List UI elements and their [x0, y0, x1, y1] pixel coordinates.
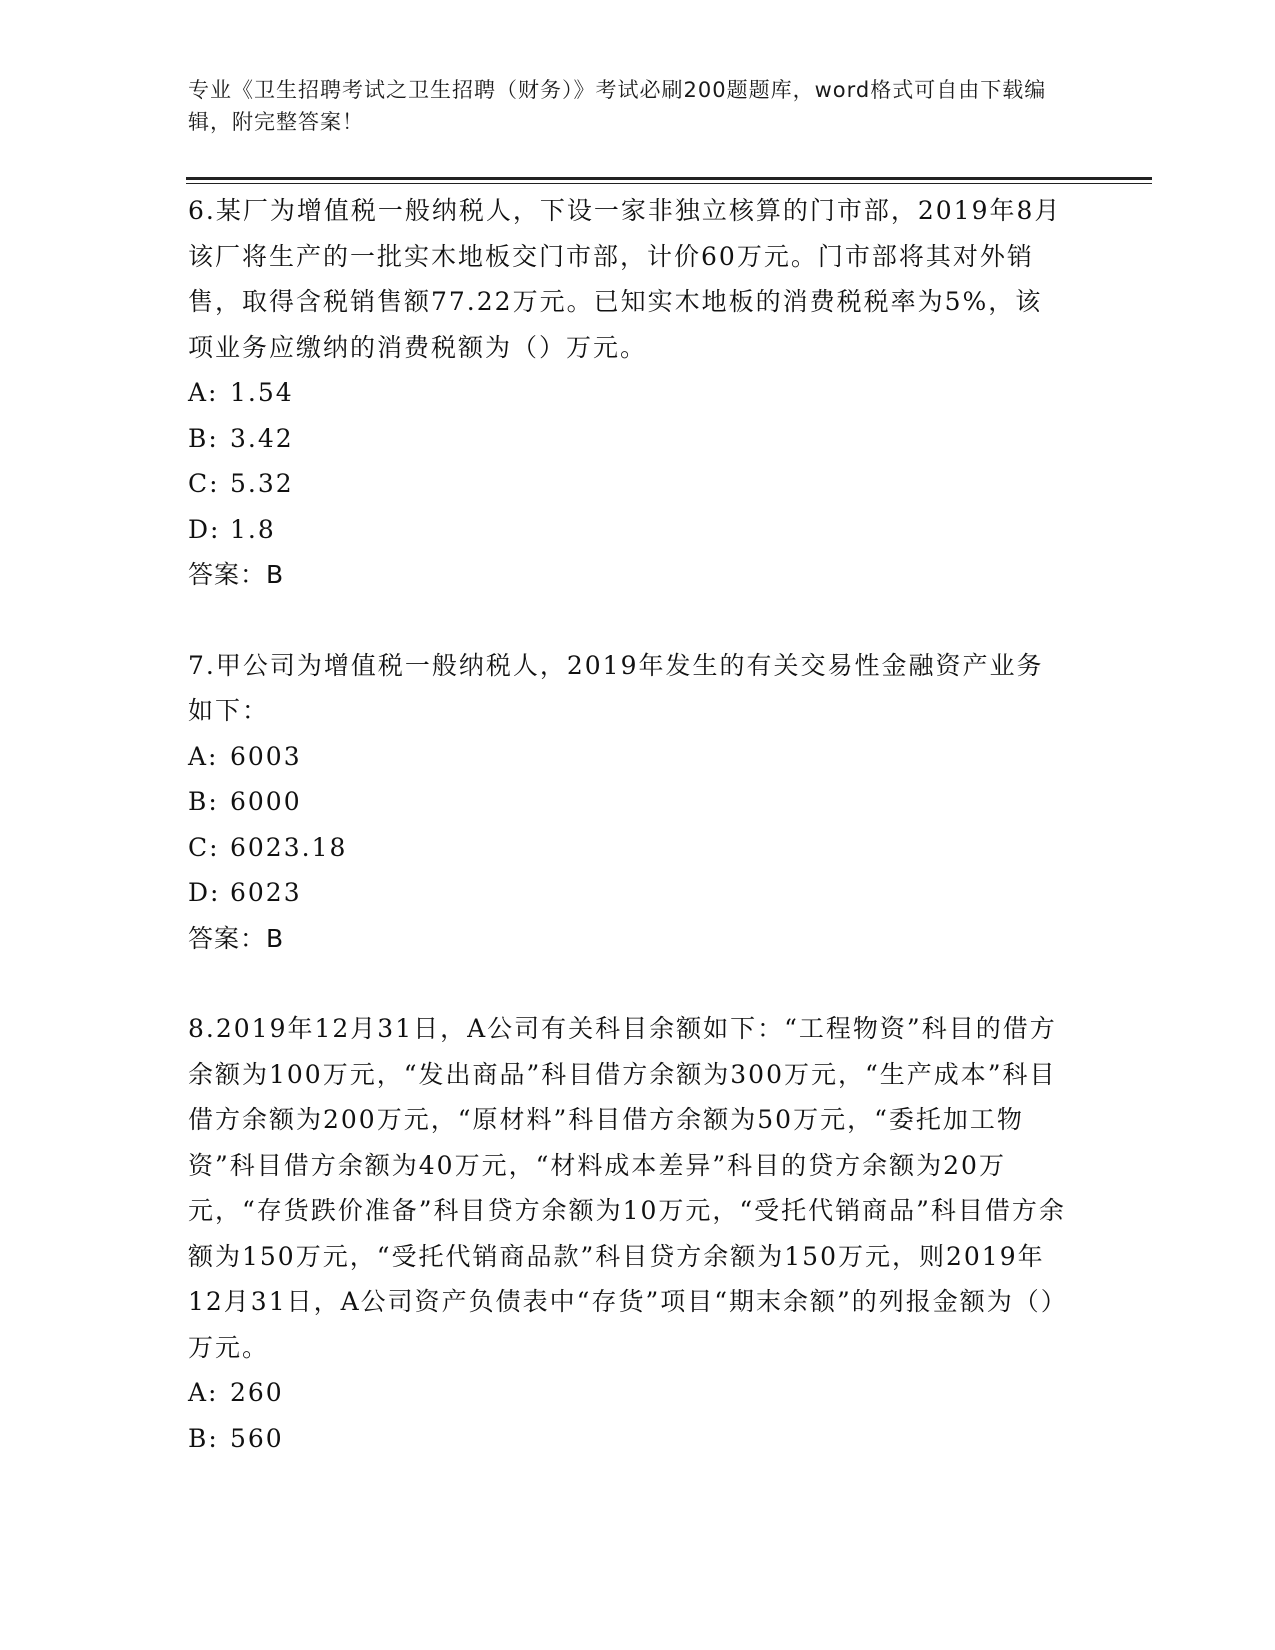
option-value: 6003 [230, 741, 302, 771]
option-c [188, 825, 1068, 871]
option-key: C: [188, 832, 220, 862]
question-6 [188, 188, 1068, 598]
option-d [188, 870, 1068, 916]
option-d [188, 507, 1068, 553]
option-value: 560 [230, 1423, 284, 1453]
option-b [188, 416, 1068, 462]
option-key: B: [188, 787, 219, 816]
option-value: 6023.18 [230, 832, 348, 862]
option-value: 5.32 [230, 469, 294, 498]
question-spacer [188, 598, 1068, 643]
header-divider-thin [186, 183, 1152, 184]
option-key: C: [188, 469, 220, 498]
question-list [188, 188, 1068, 1461]
document-header: 专业《卫生招聘考试之卫生招聘（财务）》考试必刷200题题库，word格式可自由下载编辑，附完整答案！ [188, 78, 1047, 134]
option-c [188, 461, 1068, 507]
question-text: 8.2019年12月31日，A公司有关科目余额如下：“工程物资”科目的借方余额为100万元，“发出商品”科目借方余额为300万元，“生产成本”科目借方余额为200万元，“原材料”科目借方余额为50万元，“委托加工物资”科目借方余额为40万元，“材料成本差异”科目的贷方余额为20万元，“存货跌价准备”科目贷方余额为10万元，“受托代销商品”科目借方余额为150万元，“受托代销商品款”科目贷方余额为150万元，则2019年12月31日，A公司资产负债表中“存货”项目“期末余额”的列报金额为（）万元。 [188, 1014, 1068, 1362]
option-key: A: [188, 741, 219, 771]
header-divider-thick [186, 177, 1152, 180]
option-key: A: [188, 378, 219, 407]
option-a [188, 734, 1068, 780]
option-key: A: [188, 1378, 219, 1407]
answer-text: 答案：B [188, 560, 285, 589]
option-key: D: [188, 878, 221, 907]
question-7 [188, 643, 1068, 962]
option-value: 3.42 [230, 423, 294, 453]
option-key: B: [188, 423, 219, 453]
question-8 [188, 1006, 1068, 1461]
option-value: 1.54 [230, 378, 294, 407]
option-key: D: [188, 514, 221, 544]
question-text: 7.甲公司为增值税一般纳税人，2019年发生的有关交易性金融资产业务如下： [188, 650, 1044, 725]
question-text: 6.某厂为增值税一般纳税人，下设一家非独立核算的门市部，2019年8月该厂将生产的一批实木地板交门市部，计价60万元。门市部将其对外销售，取得含税销售额77.22万元。已知实木地板的消费税税率为5%，该项业务应缴纳的消费税额为（）万元。 [188, 196, 1062, 362]
option-a [188, 1370, 1068, 1416]
option-a [188, 370, 1068, 416]
answer-text: 答案：B [188, 923, 285, 953]
option-b [188, 1416, 1068, 1462]
option-value: 6000 [230, 787, 302, 816]
option-key: B: [188, 1423, 219, 1453]
question-spacer [188, 961, 1068, 1006]
option-value: 1.8 [230, 514, 276, 544]
option-value: 6023 [230, 878, 302, 907]
option-value: 260 [230, 1378, 284, 1407]
option-b [188, 779, 1068, 825]
